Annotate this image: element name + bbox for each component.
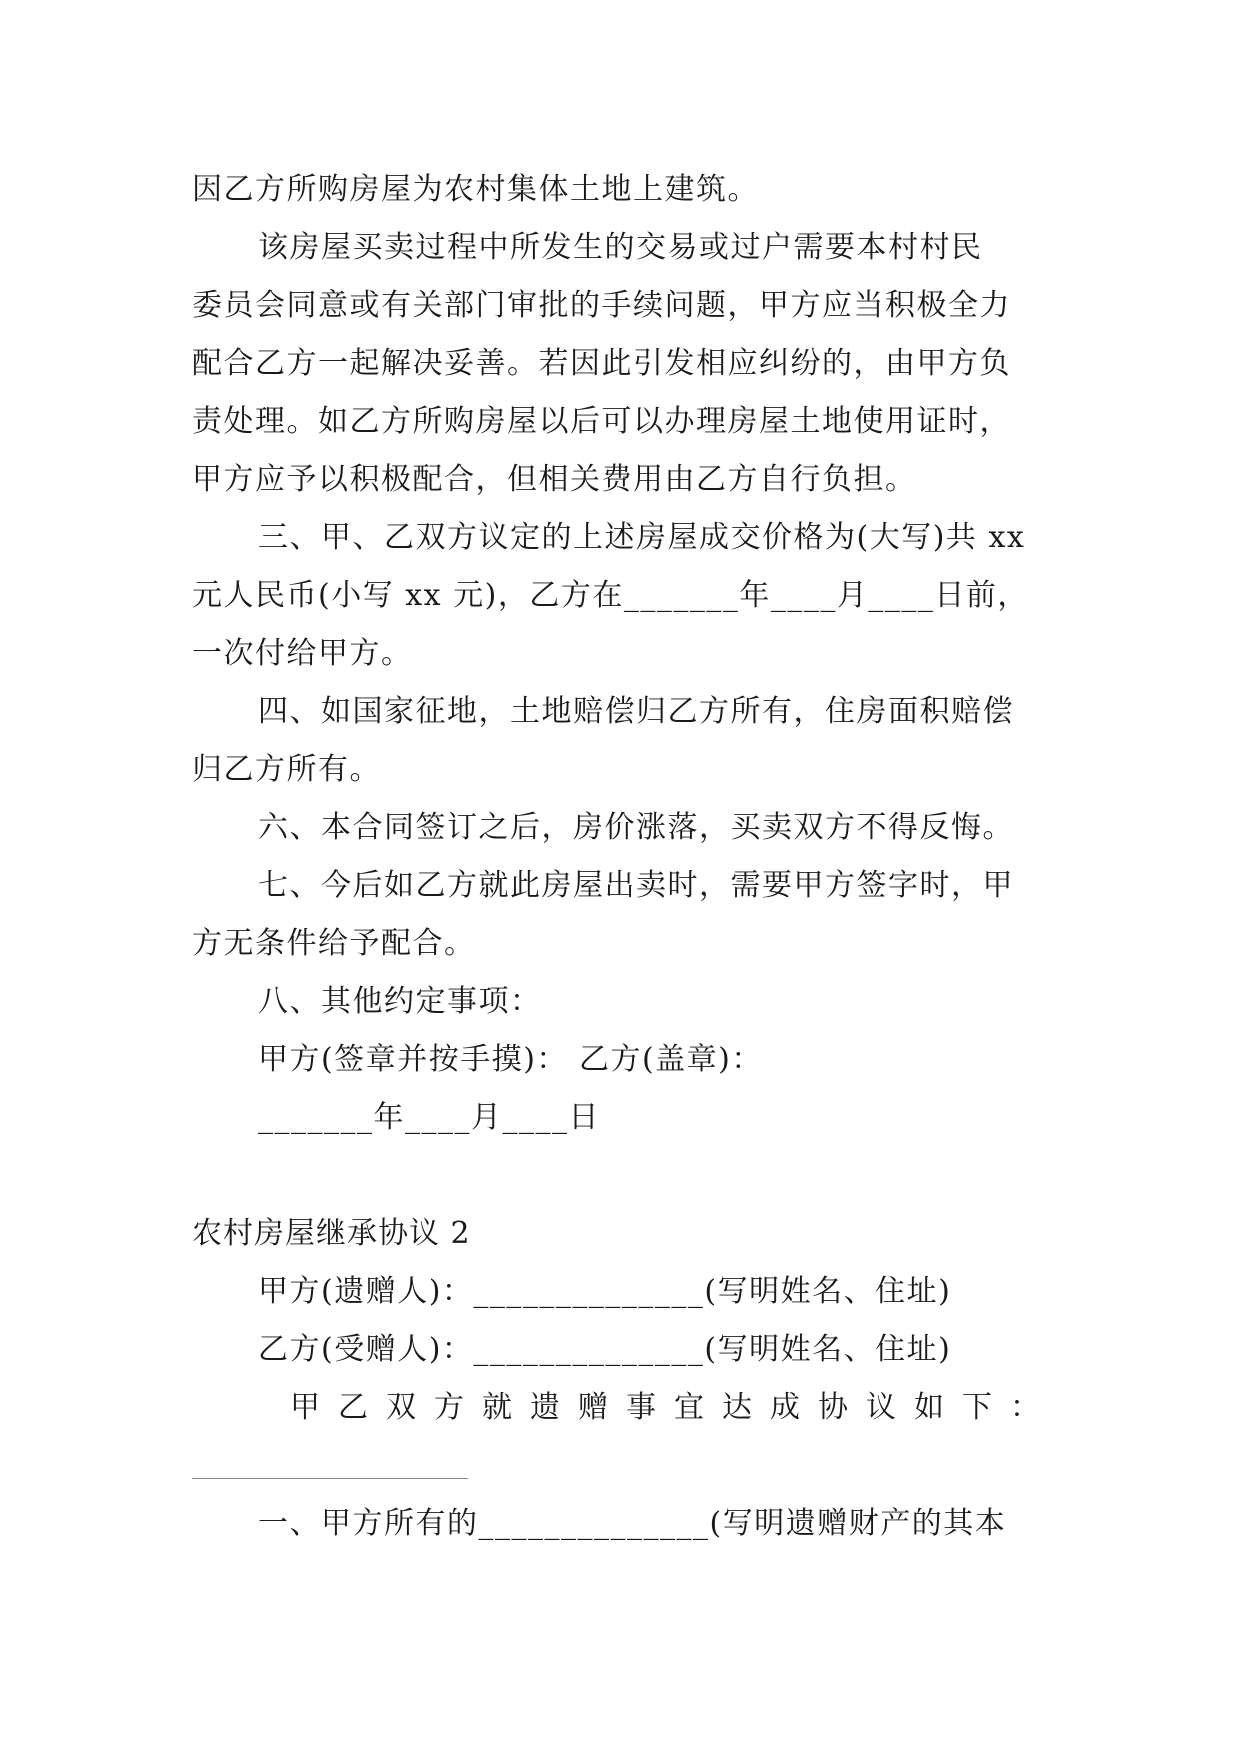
clause-seven: 七、今后如乙方就此房屋出卖时，需要甲方签字时，甲 <box>258 868 1014 903</box>
clause-six: 六、本合同签订之后，房价涨落，买卖双方不得反悔。 <box>258 810 1014 845</box>
date-line: _______年____月____日 <box>258 1100 600 1135</box>
clause-four: 四、如国家征地，土地赔偿归乙方所有，住房面积赔偿 <box>258 694 1014 729</box>
paragraph-line: 配合乙方一起解决妥善。若因此引发相应纠纷的，由甲方负 <box>192 346 1011 381</box>
paragraph-line: 元人民币(小写 xx 元)，乙方在_______年____月____日前， <box>192 578 1029 613</box>
signature-line: 甲方(签章并按手摸)： 乙方(盖章)： <box>258 1042 763 1077</box>
section-title: 农村房屋继承协议 2 <box>192 1216 471 1251</box>
paragraph-line: 委员会同意或有关部门审批的手续问题，甲方应当积极全力 <box>192 288 1011 323</box>
paragraph-line: 归乙方所有。 <box>192 752 381 787</box>
paragraph-line: 因乙方所购房屋为农村集体土地上建筑。 <box>192 172 759 207</box>
blank-underline <box>192 1478 468 1479</box>
paragraph-line: 方无条件给予配合。 <box>192 926 476 961</box>
paragraph-line: 甲方应予以积极配合，但相关费用由乙方自行负担。 <box>192 462 917 497</box>
clause-eight: 八、其他约定事项： <box>258 984 542 1019</box>
clause-one: 一、甲方所有的______________(写明遗赠财产的其本 <box>258 1506 1007 1541</box>
clause-three: 三、甲、乙双方议定的上述房屋成交价格为(大写)共 xx <box>258 520 1026 555</box>
paragraph-line: 责处理。如乙方所购房屋以后可以办理房屋土地使用证时， <box>192 404 1011 439</box>
party-a-line: 甲方(遗赠人)：______________(写明姓名、住址) <box>258 1274 952 1309</box>
paragraph-line: 该房屋买卖过程中所发生的交易或过户需要本村村民 <box>258 230 983 265</box>
party-b-line: 乙方(受赠人)：______________(写明姓名、住址) <box>258 1332 952 1367</box>
paragraph-line: 一次付给甲方。 <box>192 636 413 671</box>
agreement-intro: 甲乙双方就遗赠事宜达成协议如下： <box>290 1390 1058 1425</box>
